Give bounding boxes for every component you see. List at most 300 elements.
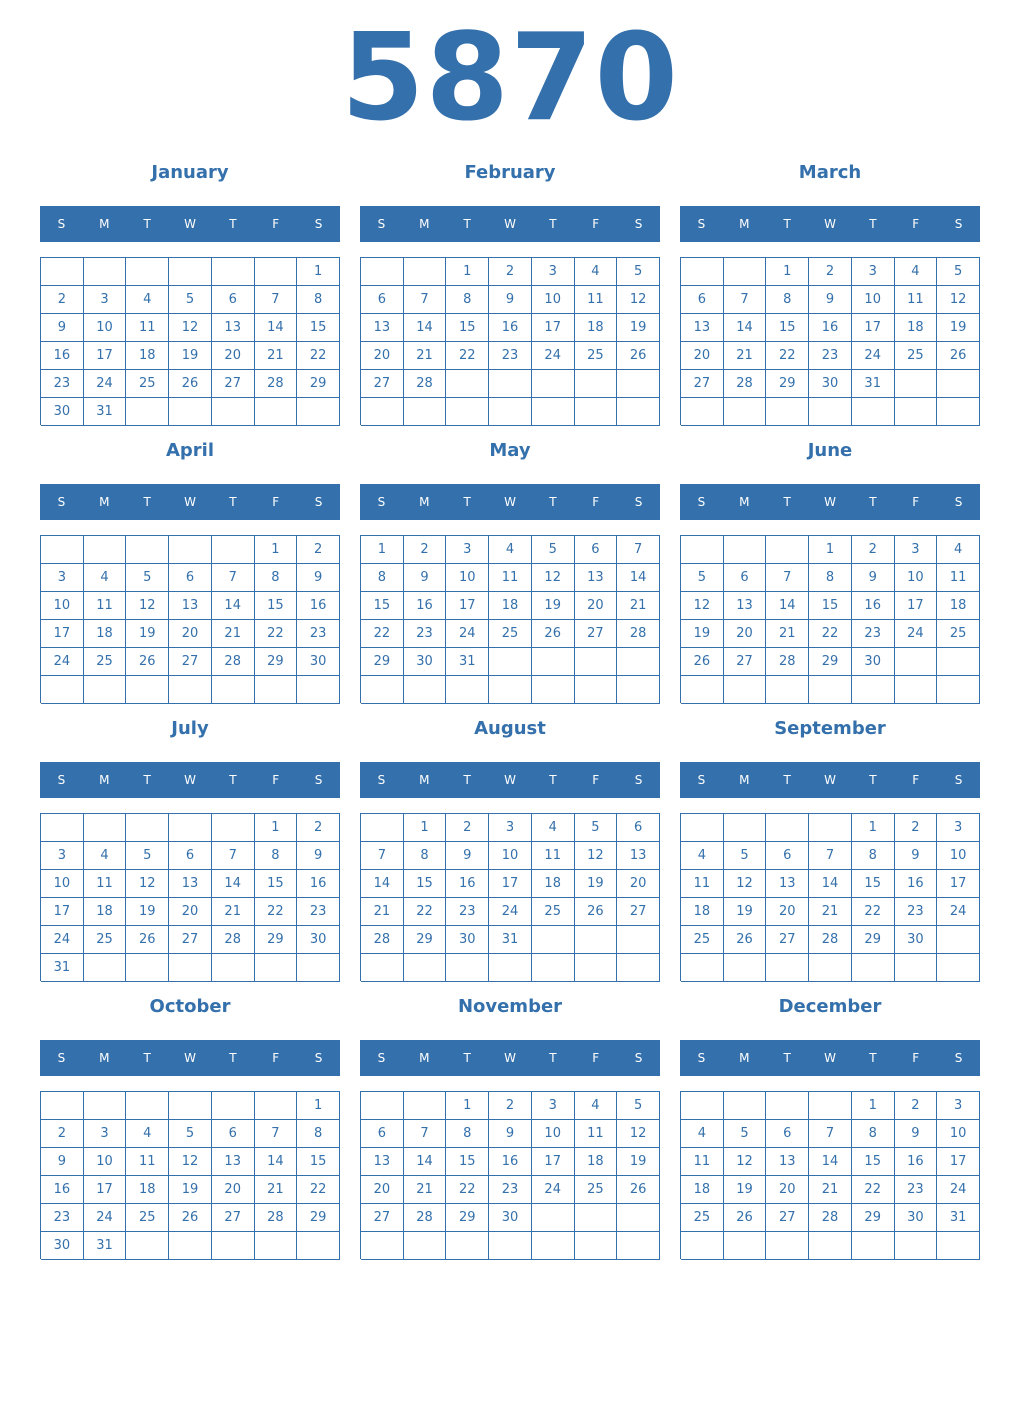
- day-cell[interactable]: 13: [681, 314, 724, 342]
- day-cell[interactable]: 13: [212, 1148, 255, 1176]
- day-cell[interactable]: 24: [84, 370, 127, 398]
- day-cell[interactable]: 9: [809, 286, 852, 314]
- day-cell[interactable]: 6: [361, 286, 404, 314]
- day-cell[interactable]: 19: [937, 314, 980, 342]
- day-cell[interactable]: 6: [681, 286, 724, 314]
- day-cell[interactable]: 26: [617, 342, 660, 370]
- day-cell[interactable]: 9: [297, 842, 340, 870]
- day-cell[interactable]: 5: [169, 286, 212, 314]
- day-cell[interactable]: 22: [446, 1176, 489, 1204]
- day-cell[interactable]: 25: [84, 648, 127, 676]
- day-cell[interactable]: 22: [766, 342, 809, 370]
- day-cell[interactable]: 14: [361, 870, 404, 898]
- day-cell[interactable]: 8: [852, 1120, 895, 1148]
- day-cell[interactable]: 24: [41, 926, 84, 954]
- day-cell[interactable]: 27: [681, 370, 724, 398]
- day-cell[interactable]: 4: [681, 842, 724, 870]
- day-cell[interactable]: 25: [681, 1204, 724, 1232]
- day-cell[interactable]: 8: [297, 1120, 340, 1148]
- day-cell[interactable]: 20: [681, 342, 724, 370]
- day-cell[interactable]: 25: [895, 342, 938, 370]
- day-cell[interactable]: 25: [681, 926, 724, 954]
- day-cell[interactable]: 5: [937, 258, 980, 286]
- day-cell[interactable]: 26: [681, 648, 724, 676]
- day-cell[interactable]: 17: [532, 1148, 575, 1176]
- day-cell[interactable]: 13: [724, 592, 767, 620]
- day-cell[interactable]: 4: [575, 258, 618, 286]
- day-cell[interactable]: 20: [361, 342, 404, 370]
- day-cell[interactable]: 28: [809, 1204, 852, 1232]
- day-cell[interactable]: 27: [766, 926, 809, 954]
- day-cell[interactable]: 10: [446, 564, 489, 592]
- day-cell[interactable]: 11: [84, 870, 127, 898]
- day-cell[interactable]: 15: [809, 592, 852, 620]
- day-cell[interactable]: 10: [84, 314, 127, 342]
- day-cell[interactable]: 26: [532, 620, 575, 648]
- day-cell[interactable]: 15: [404, 870, 447, 898]
- day-cell[interactable]: 10: [489, 842, 532, 870]
- day-cell[interactable]: 26: [126, 648, 169, 676]
- day-cell[interactable]: 29: [766, 370, 809, 398]
- day-cell[interactable]: 30: [41, 398, 84, 426]
- day-cell[interactable]: 4: [895, 258, 938, 286]
- day-cell[interactable]: 25: [126, 370, 169, 398]
- day-cell[interactable]: 2: [895, 814, 938, 842]
- day-cell[interactable]: 11: [681, 1148, 724, 1176]
- day-cell[interactable]: 4: [532, 814, 575, 842]
- day-cell[interactable]: 18: [681, 898, 724, 926]
- day-cell[interactable]: 30: [297, 926, 340, 954]
- day-cell[interactable]: 21: [766, 620, 809, 648]
- day-cell[interactable]: 9: [895, 1120, 938, 1148]
- day-cell[interactable]: 20: [212, 342, 255, 370]
- day-cell[interactable]: 28: [361, 926, 404, 954]
- day-cell[interactable]: 23: [41, 1204, 84, 1232]
- day-cell[interactable]: 4: [489, 536, 532, 564]
- day-cell[interactable]: 23: [852, 620, 895, 648]
- day-cell[interactable]: 19: [681, 620, 724, 648]
- day-cell[interactable]: 13: [212, 314, 255, 342]
- day-cell[interactable]: 22: [297, 1176, 340, 1204]
- day-cell[interactable]: 2: [809, 258, 852, 286]
- day-cell[interactable]: 19: [532, 592, 575, 620]
- day-cell[interactable]: 11: [532, 842, 575, 870]
- day-cell[interactable]: 26: [169, 1204, 212, 1232]
- day-cell[interactable]: 10: [937, 1120, 980, 1148]
- day-cell[interactable]: 12: [724, 1148, 767, 1176]
- day-cell[interactable]: 8: [852, 842, 895, 870]
- day-cell[interactable]: 12: [575, 842, 618, 870]
- day-cell[interactable]: 6: [724, 564, 767, 592]
- day-cell[interactable]: 5: [575, 814, 618, 842]
- day-cell[interactable]: 20: [169, 620, 212, 648]
- day-cell[interactable]: 8: [809, 564, 852, 592]
- day-cell[interactable]: 15: [852, 1148, 895, 1176]
- day-cell[interactable]: 17: [489, 870, 532, 898]
- day-cell[interactable]: 12: [617, 286, 660, 314]
- day-cell[interactable]: 28: [809, 926, 852, 954]
- day-cell[interactable]: 29: [446, 1204, 489, 1232]
- day-cell[interactable]: 24: [937, 898, 980, 926]
- day-cell[interactable]: 22: [297, 342, 340, 370]
- day-cell[interactable]: 11: [126, 1148, 169, 1176]
- day-cell[interactable]: 17: [937, 870, 980, 898]
- day-cell[interactable]: 23: [404, 620, 447, 648]
- day-cell[interactable]: 21: [212, 620, 255, 648]
- day-cell[interactable]: 21: [404, 1176, 447, 1204]
- day-cell[interactable]: 2: [297, 814, 340, 842]
- day-cell[interactable]: 20: [766, 898, 809, 926]
- day-cell[interactable]: 3: [532, 1092, 575, 1120]
- day-cell[interactable]: 5: [126, 564, 169, 592]
- day-cell[interactable]: 7: [404, 286, 447, 314]
- day-cell[interactable]: 26: [617, 1176, 660, 1204]
- day-cell[interactable]: 10: [532, 286, 575, 314]
- day-cell[interactable]: 4: [681, 1120, 724, 1148]
- day-cell[interactable]: 19: [169, 342, 212, 370]
- day-cell[interactable]: 15: [446, 1148, 489, 1176]
- day-cell[interactable]: 21: [724, 342, 767, 370]
- day-cell[interactable]: 28: [255, 370, 298, 398]
- day-cell[interactable]: 18: [532, 870, 575, 898]
- day-cell[interactable]: 16: [41, 1176, 84, 1204]
- day-cell[interactable]: 6: [575, 536, 618, 564]
- day-cell[interactable]: 11: [489, 564, 532, 592]
- day-cell[interactable]: 3: [937, 1092, 980, 1120]
- day-cell[interactable]: 30: [489, 1204, 532, 1232]
- day-cell[interactable]: 10: [532, 1120, 575, 1148]
- day-cell[interactable]: 9: [404, 564, 447, 592]
- day-cell[interactable]: 16: [852, 592, 895, 620]
- day-cell[interactable]: 25: [126, 1204, 169, 1232]
- day-cell[interactable]: 16: [404, 592, 447, 620]
- day-cell[interactable]: 29: [255, 926, 298, 954]
- day-cell[interactable]: 15: [255, 870, 298, 898]
- day-cell[interactable]: 21: [809, 898, 852, 926]
- day-cell[interactable]: 16: [41, 342, 84, 370]
- day-cell[interactable]: 14: [404, 1148, 447, 1176]
- day-cell[interactable]: 29: [361, 648, 404, 676]
- day-cell[interactable]: 20: [766, 1176, 809, 1204]
- day-cell[interactable]: 5: [724, 1120, 767, 1148]
- day-cell[interactable]: 15: [766, 314, 809, 342]
- day-cell[interactable]: 22: [255, 898, 298, 926]
- day-cell[interactable]: 2: [489, 1092, 532, 1120]
- day-cell[interactable]: 7: [361, 842, 404, 870]
- day-cell[interactable]: 10: [937, 842, 980, 870]
- day-cell[interactable]: 17: [852, 314, 895, 342]
- day-cell[interactable]: 27: [361, 1204, 404, 1232]
- day-cell[interactable]: 18: [895, 314, 938, 342]
- day-cell[interactable]: 28: [404, 370, 447, 398]
- day-cell[interactable]: 24: [446, 620, 489, 648]
- day-cell[interactable]: 23: [489, 342, 532, 370]
- day-cell[interactable]: 29: [297, 370, 340, 398]
- day-cell[interactable]: 17: [532, 314, 575, 342]
- day-cell[interactable]: 17: [446, 592, 489, 620]
- day-cell[interactable]: 4: [84, 842, 127, 870]
- day-cell[interactable]: 23: [297, 898, 340, 926]
- day-cell[interactable]: 15: [255, 592, 298, 620]
- day-cell[interactable]: 16: [297, 592, 340, 620]
- day-cell[interactable]: 29: [255, 648, 298, 676]
- day-cell[interactable]: 17: [41, 898, 84, 926]
- day-cell[interactable]: 8: [766, 286, 809, 314]
- day-cell[interactable]: 8: [255, 842, 298, 870]
- day-cell[interactable]: 6: [617, 814, 660, 842]
- day-cell[interactable]: 9: [852, 564, 895, 592]
- day-cell[interactable]: 20: [361, 1176, 404, 1204]
- day-cell[interactable]: 6: [212, 286, 255, 314]
- day-cell[interactable]: 3: [41, 842, 84, 870]
- day-cell[interactable]: 27: [212, 370, 255, 398]
- day-cell[interactable]: 12: [126, 592, 169, 620]
- day-cell[interactable]: 12: [532, 564, 575, 592]
- day-cell[interactable]: 13: [361, 1148, 404, 1176]
- day-cell[interactable]: 6: [212, 1120, 255, 1148]
- day-cell[interactable]: 24: [84, 1204, 127, 1232]
- day-cell[interactable]: 12: [617, 1120, 660, 1148]
- day-cell[interactable]: 5: [126, 842, 169, 870]
- day-cell[interactable]: 18: [575, 1148, 618, 1176]
- day-cell[interactable]: 15: [361, 592, 404, 620]
- day-cell[interactable]: 27: [212, 1204, 255, 1232]
- day-cell[interactable]: 8: [404, 842, 447, 870]
- day-cell[interactable]: 1: [766, 258, 809, 286]
- day-cell[interactable]: 31: [937, 1204, 980, 1232]
- day-cell[interactable]: 27: [766, 1204, 809, 1232]
- day-cell[interactable]: 21: [404, 342, 447, 370]
- day-cell[interactable]: 16: [895, 1148, 938, 1176]
- day-cell[interactable]: 18: [84, 620, 127, 648]
- day-cell[interactable]: 25: [489, 620, 532, 648]
- day-cell[interactable]: 14: [809, 870, 852, 898]
- day-cell[interactable]: 2: [489, 258, 532, 286]
- day-cell[interactable]: 28: [766, 648, 809, 676]
- day-cell[interactable]: 17: [84, 1176, 127, 1204]
- day-cell[interactable]: 5: [169, 1120, 212, 1148]
- day-cell[interactable]: 3: [84, 1120, 127, 1148]
- day-cell[interactable]: 8: [297, 286, 340, 314]
- day-cell[interactable]: 4: [126, 1120, 169, 1148]
- day-cell[interactable]: 25: [575, 1176, 618, 1204]
- day-cell[interactable]: 10: [895, 564, 938, 592]
- day-cell[interactable]: 18: [575, 314, 618, 342]
- day-cell[interactable]: 6: [169, 564, 212, 592]
- day-cell[interactable]: 2: [297, 536, 340, 564]
- day-cell[interactable]: 7: [766, 564, 809, 592]
- day-cell[interactable]: 9: [489, 1120, 532, 1148]
- day-cell[interactable]: 25: [532, 898, 575, 926]
- day-cell[interactable]: 27: [617, 898, 660, 926]
- day-cell[interactable]: 4: [126, 286, 169, 314]
- day-cell[interactable]: 1: [255, 814, 298, 842]
- day-cell[interactable]: 1: [404, 814, 447, 842]
- day-cell[interactable]: 21: [255, 342, 298, 370]
- day-cell[interactable]: 7: [809, 1120, 852, 1148]
- day-cell[interactable]: 14: [766, 592, 809, 620]
- day-cell[interactable]: 23: [297, 620, 340, 648]
- day-cell[interactable]: 15: [297, 314, 340, 342]
- day-cell[interactable]: 31: [84, 398, 127, 426]
- day-cell[interactable]: 24: [532, 342, 575, 370]
- day-cell[interactable]: 19: [575, 870, 618, 898]
- day-cell[interactable]: 17: [84, 342, 127, 370]
- day-cell[interactable]: 14: [255, 1148, 298, 1176]
- day-cell[interactable]: 7: [809, 842, 852, 870]
- day-cell[interactable]: 17: [41, 620, 84, 648]
- day-cell[interactable]: 28: [255, 1204, 298, 1232]
- day-cell[interactable]: 22: [255, 620, 298, 648]
- day-cell[interactable]: 9: [489, 286, 532, 314]
- day-cell[interactable]: 14: [724, 314, 767, 342]
- day-cell[interactable]: 29: [404, 926, 447, 954]
- day-cell[interactable]: 19: [617, 1148, 660, 1176]
- day-cell[interactable]: 10: [41, 870, 84, 898]
- day-cell[interactable]: 17: [895, 592, 938, 620]
- day-cell[interactable]: 30: [404, 648, 447, 676]
- day-cell[interactable]: 4: [84, 564, 127, 592]
- day-cell[interactable]: 14: [809, 1148, 852, 1176]
- day-cell[interactable]: 19: [126, 898, 169, 926]
- day-cell[interactable]: 20: [169, 898, 212, 926]
- day-cell[interactable]: 11: [681, 870, 724, 898]
- day-cell[interactable]: 16: [489, 314, 532, 342]
- day-cell[interactable]: 24: [532, 1176, 575, 1204]
- day-cell[interactable]: 12: [126, 870, 169, 898]
- day-cell[interactable]: 26: [126, 926, 169, 954]
- day-cell[interactable]: 24: [41, 648, 84, 676]
- day-cell[interactable]: 2: [446, 814, 489, 842]
- day-cell[interactable]: 21: [212, 898, 255, 926]
- day-cell[interactable]: 12: [169, 1148, 212, 1176]
- day-cell[interactable]: 8: [446, 1120, 489, 1148]
- day-cell[interactable]: 13: [361, 314, 404, 342]
- day-cell[interactable]: 26: [937, 342, 980, 370]
- day-cell[interactable]: 3: [41, 564, 84, 592]
- day-cell[interactable]: 9: [297, 564, 340, 592]
- day-cell[interactable]: 2: [852, 536, 895, 564]
- day-cell[interactable]: 11: [575, 1120, 618, 1148]
- day-cell[interactable]: 23: [446, 898, 489, 926]
- day-cell[interactable]: 21: [255, 1176, 298, 1204]
- day-cell[interactable]: 19: [169, 1176, 212, 1204]
- day-cell[interactable]: 9: [446, 842, 489, 870]
- day-cell[interactable]: 3: [446, 536, 489, 564]
- day-cell[interactable]: 28: [212, 926, 255, 954]
- day-cell[interactable]: 7: [404, 1120, 447, 1148]
- day-cell[interactable]: 28: [404, 1204, 447, 1232]
- day-cell[interactable]: 1: [297, 1092, 340, 1120]
- day-cell[interactable]: 31: [489, 926, 532, 954]
- day-cell[interactable]: 4: [937, 536, 980, 564]
- day-cell[interactable]: 16: [895, 870, 938, 898]
- day-cell[interactable]: 30: [895, 926, 938, 954]
- day-cell[interactable]: 22: [852, 898, 895, 926]
- day-cell[interactable]: 16: [297, 870, 340, 898]
- day-cell[interactable]: 25: [84, 926, 127, 954]
- day-cell[interactable]: 1: [361, 536, 404, 564]
- day-cell[interactable]: 9: [895, 842, 938, 870]
- day-cell[interactable]: 1: [809, 536, 852, 564]
- day-cell[interactable]: 1: [297, 258, 340, 286]
- day-cell[interactable]: 7: [212, 564, 255, 592]
- day-cell[interactable]: 29: [809, 648, 852, 676]
- day-cell[interactable]: 16: [809, 314, 852, 342]
- day-cell[interactable]: 12: [681, 592, 724, 620]
- day-cell[interactable]: 18: [84, 898, 127, 926]
- day-cell[interactable]: 8: [255, 564, 298, 592]
- day-cell[interactable]: 18: [126, 1176, 169, 1204]
- day-cell[interactable]: 6: [766, 1120, 809, 1148]
- day-cell[interactable]: 16: [489, 1148, 532, 1176]
- day-cell[interactable]: 19: [617, 314, 660, 342]
- day-cell[interactable]: 27: [724, 648, 767, 676]
- day-cell[interactable]: 3: [532, 258, 575, 286]
- day-cell[interactable]: 6: [766, 842, 809, 870]
- day-cell[interactable]: 18: [681, 1176, 724, 1204]
- day-cell[interactable]: 9: [41, 314, 84, 342]
- day-cell[interactable]: 7: [212, 842, 255, 870]
- day-cell[interactable]: 2: [895, 1092, 938, 1120]
- day-cell[interactable]: 24: [895, 620, 938, 648]
- day-cell[interactable]: 26: [575, 898, 618, 926]
- day-cell[interactable]: 4: [575, 1092, 618, 1120]
- day-cell[interactable]: 1: [446, 1092, 489, 1120]
- day-cell[interactable]: 28: [617, 620, 660, 648]
- day-cell[interactable]: 28: [212, 648, 255, 676]
- day-cell[interactable]: 3: [937, 814, 980, 842]
- day-cell[interactable]: 11: [84, 592, 127, 620]
- day-cell[interactable]: 12: [937, 286, 980, 314]
- day-cell[interactable]: 24: [937, 1176, 980, 1204]
- day-cell[interactable]: 11: [937, 564, 980, 592]
- day-cell[interactable]: 31: [41, 954, 84, 982]
- day-cell[interactable]: 28: [724, 370, 767, 398]
- day-cell[interactable]: 15: [297, 1148, 340, 1176]
- day-cell[interactable]: 19: [724, 1176, 767, 1204]
- day-cell[interactable]: 30: [41, 1232, 84, 1260]
- day-cell[interactable]: 23: [809, 342, 852, 370]
- day-cell[interactable]: 26: [724, 1204, 767, 1232]
- day-cell[interactable]: 8: [446, 286, 489, 314]
- day-cell[interactable]: 5: [532, 536, 575, 564]
- day-cell[interactable]: 22: [852, 1176, 895, 1204]
- day-cell[interactable]: 10: [852, 286, 895, 314]
- day-cell[interactable]: 3: [489, 814, 532, 842]
- day-cell[interactable]: 2: [41, 1120, 84, 1148]
- day-cell[interactable]: 1: [852, 814, 895, 842]
- day-cell[interactable]: 26: [724, 926, 767, 954]
- day-cell[interactable]: 8: [361, 564, 404, 592]
- day-cell[interactable]: 1: [255, 536, 298, 564]
- day-cell[interactable]: 24: [489, 898, 532, 926]
- day-cell[interactable]: 31: [852, 370, 895, 398]
- day-cell[interactable]: 27: [169, 648, 212, 676]
- day-cell[interactable]: 30: [297, 648, 340, 676]
- day-cell[interactable]: 13: [617, 842, 660, 870]
- day-cell[interactable]: 13: [766, 870, 809, 898]
- day-cell[interactable]: 13: [766, 1148, 809, 1176]
- day-cell[interactable]: 29: [297, 1204, 340, 1232]
- day-cell[interactable]: 16: [446, 870, 489, 898]
- day-cell[interactable]: 13: [169, 870, 212, 898]
- day-cell[interactable]: 5: [681, 564, 724, 592]
- day-cell[interactable]: 30: [809, 370, 852, 398]
- day-cell[interactable]: 14: [255, 314, 298, 342]
- day-cell[interactable]: 19: [126, 620, 169, 648]
- day-cell[interactable]: 7: [617, 536, 660, 564]
